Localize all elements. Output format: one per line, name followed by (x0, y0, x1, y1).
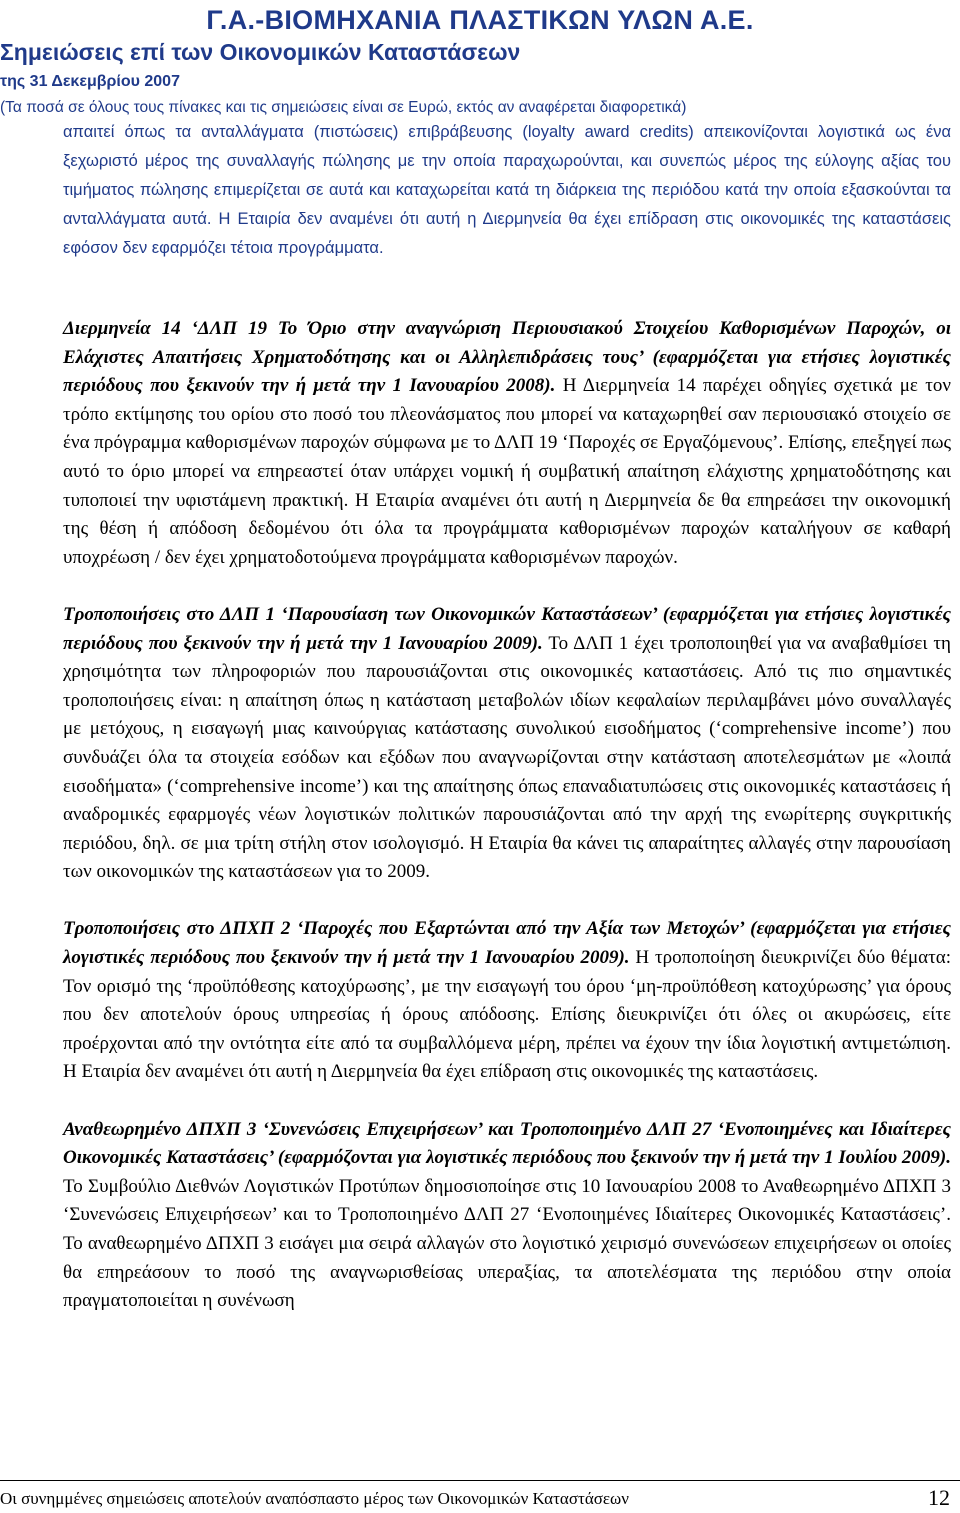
section-ifric-14 (63, 315, 951, 572)
page-footer (0, 1480, 960, 1513)
section-body: Η Διερμηνεία 14 παρέχει οδηγίες σχετικά με τον τρόπο εκτίμησης του ορίου στο ποσό του πλεονάσματος που μπορεί να καταχωρηθεί σαν περιουσιακό στοιχείο σε ένα πρόγραμμα καθορισμένων παροχών σύμφωνα με το ΔΛΠ 19 ‘Παροχές σε Εργαζόμενους’. Επίσης, επεξηγεί πως αυτό το όριο μπορεί να επηρεαστεί όταν υπάρχει νομική ή συμβατική απαίτηση ελάχιστης χρηματοδότησης και τυποποιεί την υφιστάμενη πρακτική. Η Εταιρία αναμένει ότι αυτή η Διερμηνεία δε θα επηρεάσει την οικονομική της θέση ή απόδοση δεδομένου ότι όλα τα προγράμματα καθορισμένων παροχών καταλήγουν σε καθαρή υποχρέωση / δεν έχει χρηματοδοτούμενα προγράμματα καθορισμένων παροχών. (63, 375, 951, 568)
section-body: Το ΔΛΠ 1 έχει τροποποιηθεί για να αναβαθμίσει τη χρησιμότητα των πληροφοριών που παρουσιάζονται στις οικονομικές καταστάσεις. Από τις πιο σημαντικές τροποποιήσεις είναι: η απαίτηση όπως η κατάσταση μεταβολών ιδίων κεφαλαίων περιλαμβάνει μόνο συναλλαγές με μετόχους, η εισαγωγή μιας καινούργιας κατάστασης συνολικού εισοδήματος (‘comprehensive income’) που συνδυάζει όλα τα στοιχεία εσόδων και εξόδων που αναγνωρίζονται στην κατάσταση αποτελεσμάτων με «λοιπά εισοδήματα» (‘comprehensive income’) και της απαίτησης όπως επαναδιατυπώσεις στις οικονομικές καταστάσεις ή αναδρομικές εφαρμογές νέων λογιστικών πολιτικών παρουσιάζονται από την αρχή της ενωρίτερης συγκριτικής περιόδου, δηλ. σε μια τρίτη στήλη στον ισολογισμό. Η Εταιρία θα κάνει τις απαραίτητες αλλαγές στην παρουσίαση των οικονομικών της καταστάσεων για το 2009. (63, 632, 951, 883)
footer-note: Οι συνημμένες σημειώσεις αποτελούν αναπόσπαστο μέρος των Οικονομικών Καταστάσεων (0, 1489, 629, 1508)
document-title: Σημειώσεις επί των Οικονομικών Καταστάσεων (0, 39, 521, 65)
section-ifrs-3 (63, 1116, 951, 1316)
intro-paragraph: απαιτεί όπως τα ανταλλάγματα (πιστώσεις) επιβράβευσης (loyalty award credits) απεικονίζονται λογιστικά ως ένα ξεχωριστό μέρος της συναλλαγής πώλησης με την οποία παραχωρούνται, και συνεπώς μέρος της εύλογης αξίας του τιμήματος πώλησης επιμερίζεται σε αυτά και καταχωρείται κατά τη διάρκεια της περιόδου κατά την οποία εξασκούνται τα ανταλλάγματα αυτά. Η Εταιρία δεν αναμένει ότι αυτή η Διερμηνεία θα έχει επίδραση στις οικονομικές της καταστάσεις εφόσον δεν εφαρμόζει τέτοια προγράμματα. (63, 123, 951, 257)
section-ias-1 (63, 601, 951, 887)
section-body: Η τροποποίηση διευκρινίζει δύο θέματα: Τον ορισμό της ‘προϋπόθεσης κατοχύρωσης’, με την εισαγωγή του όρου ‘μη-προϋπόθεση κατοχύρωσης’ για όρους που δεν αποτελούν όρους υπηρεσίας ή όρους απόδοσης. Επίσης διευκρινίζει ότι όλες οι ακυρώσεις, είτε προέρχονται από την οντότητα είτε από τα συμβαλλόμενα μέρη, πρέπει να έχουν την ίδια λογιστική αντιμετώπιση. Η Εταιρία δεν αναμένει ότι αυτή η Διερμηνεία θα έχει επίδραση στις οικονομικές της καταστάσεις. (63, 947, 951, 1083)
section-ifrs-2 (63, 915, 951, 1087)
section-heading: Διερμηνεία 14 ‘ΔΛΠ 19 Το Όριο στην αναγνώριση Περιουσιακού Στοιχείου Καθορισμένων Παροχών, οι Ελάχιστες Απαιτήσεις Χρηματοδότησης και οι Αλληλεπιδράσεις τους’ (εφαρμόζεται για ετήσιες λογιστικές περιόδους που ξεκινούν την ή μετά την 1 Ιανουαρίου 2008). (63, 318, 951, 397)
section-heading: Αναθεωρημένο ΔΠΧΠ 3 ‘Συνενώσεις Επιχειρήσεων’ και Τροποποιημένο ΔΛΠ 27 ‘Ενοποιημένες και Ιδιαίτερες Οικονομικές Καταστάσεις’ (εφαρμόζονται για λογιστικές περιόδους που ξεκινούν την ή μετά την 1 Ιουλίου 2009). (63, 1118, 951, 1169)
page-number: 12 (928, 1485, 950, 1510)
document-body (63, 315, 951, 1344)
section-heading: Τροποποιήσεις στο ΔΠΧΠ 2 ‘Παροχές που Εξαρτώνται από την Αξία των Μετοχών’ (εφαρμόζεται για ετήσιες λογιστικές περιόδους που ξεκινούν την ή μετά την 1 Ιανουαρίου 2009). (63, 918, 951, 969)
company-title: Γ.Α.-ΒΙΟΜΗΧΑΝΙΑ ΠΛΑΣΤΙΚΩΝ ΥΛΩΝ Α.Ε. (206, 5, 754, 35)
currency-note: (Τα ποσά σε όλους τους πίνακες και τις σημειώσεις είναι σε Ευρώ, εκτός αν αναφέρεται διαφορετικά) (0, 99, 687, 116)
document-date: της 31 Δεκεμβρίου 2007 (0, 73, 180, 90)
section-heading: Τροποποιήσεις στο ΔΛΠ 1 ‘Παρουσίαση των Οικονομικών Καταστάσεων’ (εφαρμόζεται για ετήσιες λογιστικές περιόδους που ξεκινούν την ή μετά την 1 Ιανουαρίου 2009). (63, 603, 951, 654)
section-body: Το Συμβούλιο Διεθνών Λογιστικών Προτύπων δημοσιοποίησε στις 10 Ιανουαρίου 2008 το Αναθεωρημένο ΔΠΧΠ 3 ‘Συνενώσεις Επιχειρήσεων’ και το Τροποποιημένο ΔΛΠ 27 ‘Ενοποιημένες Ιδιαίτερες Οικονομικές Καταστάσεις’. Το αναθεωρημένο ΔΠΧΠ 3 εισάγει μια σειρά αλλαγών στο λογιστικό χειρισμό συνενώσεων επιχειρήσεων οι οποίες θα επηρεάσουν το ποσό της αναγνωρισθείσας υπεραξίας, τα αποτελέσματα της περιόδου στην οποία πραγματοποιείται η συνένωση (63, 1175, 951, 1312)
